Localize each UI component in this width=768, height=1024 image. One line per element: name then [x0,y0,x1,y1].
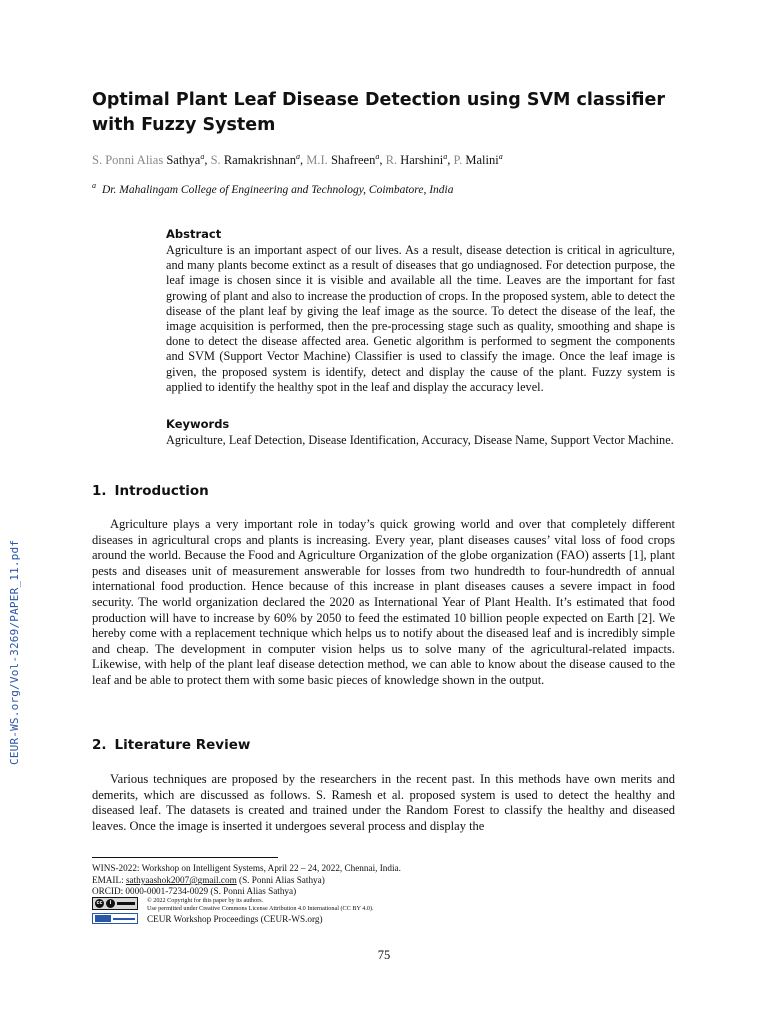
author-family-name: Malini [465,153,499,168]
cc-icon: cc [96,900,103,906]
badge-bar [117,902,135,905]
author-item [92,153,204,167]
keywords-heading: Keywords [166,417,230,431]
author-affil-mark: a [296,152,301,161]
author-given-name: P. [453,153,463,168]
footnote-license: Use permitted under Creative Commons License Attribution 4.0 International (CC BY 4.0). [147,905,374,912]
introduction-paragraph: Agriculture plays a very important role in today’s quick growing world and over that completely different diseases in agricultural crops and plants is increasing. Every year, plant diseases causes’ vital loss of food crops around the world. Because the Food and Agriculture Organization of the globe organization (FAO) asserts [1], plant pests and diseases unit of measurement answerable for losses from two hundredth to four-hundredth of annual international food production. Hence because of this increase in plant diseases causes a severe impact in food security. The world organization declared the 2020 as International Year of Plant Health. It’s estimated that food production will have to increase by 60% by 2050 to feed the estimated 10 billion people expected on Earth [2]. We hereby come with a replacement technique which helps us to notify about the diseased leaf and is incredibly simple and cheap. The development in computer vision helps us to solve many of the agricultural-related impacts. Likewise, with help of the plant leaf disease detection method, we can able to know about the disease caused to the leaf and be able to protect them with some basic pieces of knowledge shown in the output. [92,517,675,687]
email-link[interactable]: sathyaashok2007@gmail.com [125,875,237,885]
author-affil-mark: a [443,152,448,161]
abstract-heading: Abstract [166,227,222,241]
paper-title: Optimal Plant Leaf Disease Detection using SVM classifier with Fuzzy System [92,90,666,135]
affiliation-mark: a [92,181,96,190]
keywords-text: Agriculture, Leaf Detection, Disease Identification, Accuracy, Disease Name, Support Vector Machine. [166,433,674,447]
footnote-copyright: © 2022 Copyright for this paper by its authors. [147,897,264,904]
footnote-divider [92,857,278,858]
footnote-email-line [92,875,325,885]
affiliation-text: Dr. Mahalingam College of Engineering and Technology, Coimbatore, India [102,183,454,196]
author-affil-mark: a [200,152,205,161]
footnote-orcid: ORCID: 0000-0001-7234-0029 (S. Ponni Alias Sathya) [92,886,297,896]
author-item [454,153,503,167]
author-item [211,153,300,167]
side-url-link[interactable]: CEUR-WS.org/Vol-3269/PAPER_11.pdf [8,539,21,765]
author-affil-mark: a [375,152,380,161]
author-family-name: Ramakrishnan [223,153,297,168]
section-number: 1. [92,483,107,499]
literature-review-paragraph: Various techniques are proposed by the researchers in the recent past. In this methods have own merits and demerits, which are discussed as follows. S. Ramesh et al. proposed system is used to detect the healthy and diseased leaf. The datasets is created and trained under the Random Forest to classify the healthy and diseased leaves. Once the image is inserted it undergoes several process and display the [92,772,675,833]
author-given-name: M.I. [306,153,328,168]
author-given-name: S. [210,153,221,168]
logo-line [113,918,135,920]
author-item [386,153,448,167]
author-given-name: R. [385,153,398,168]
section-heading-literature-review [92,737,250,753]
email-label: EMAIL: [92,875,124,885]
section-number: 2. [92,737,107,753]
footnote-event: WINS-2022: Workshop on Intelligent Systems, April 22 – 24, 2022, Chennai, India. [92,863,401,873]
author-family-name: Shafreen [330,153,376,168]
by-icon: i [106,899,115,908]
cc-by-license-icon[interactable] [92,897,138,910]
abstract-text: Agriculture is an important aspect of our lives. As a result, disease detection is critical in agriculture, and many plants become extinct as a result of diseases that go undiagnosed. For detection purpose, the leaf image is chosen since it is visible and available all the time. Leaves are the important for fast growing of plant and also to increase the production of crops. In the proposed system, able to detect the disease of the plant leaf by giving the leaf image as the source. To detect the disease of the leaf, the image acquisition is performed, then the pre-processing stage such as quality, smoothing and shape is done to detect the disease affected area. Genetic algorithm is performed to segment the components and SVM (Support Vector Machine) Classifier is used to classify the image. Once the leaf image is given, the proposed system is identify, detect and display the cause of the plant. Fuzzy system is applied to identify the healthy spot in the leaf and display the accuracy level. [166,243,675,394]
section-title: Literature Review [114,737,251,753]
page-number: 75 [377,948,391,962]
section-title: Introduction [114,483,209,499]
author-given-name: S. Ponni Alias [92,153,164,168]
footnote-proceedings: CEUR Workshop Proceedings (CEUR-WS.org) [147,914,323,924]
ceur-logo-icon [92,913,138,924]
author-affil-mark: a [498,152,503,161]
affiliation [92,181,692,196]
author-family-name: Harshini [400,153,444,168]
author-family-name: Sathya [166,153,201,168]
author-list: S. Ponni Alias Sathya$^a$, S. Ramakrishnan$^a$, M.I. Shafreen$^a$, R. Harshini$^a$, P. Malini$^a$ [92,152,503,168]
email-owner: (S. Ponni Alias Sathya) [239,875,325,885]
section-heading-introduction [92,483,209,499]
logo-block [95,915,111,922]
author-item [306,153,379,167]
